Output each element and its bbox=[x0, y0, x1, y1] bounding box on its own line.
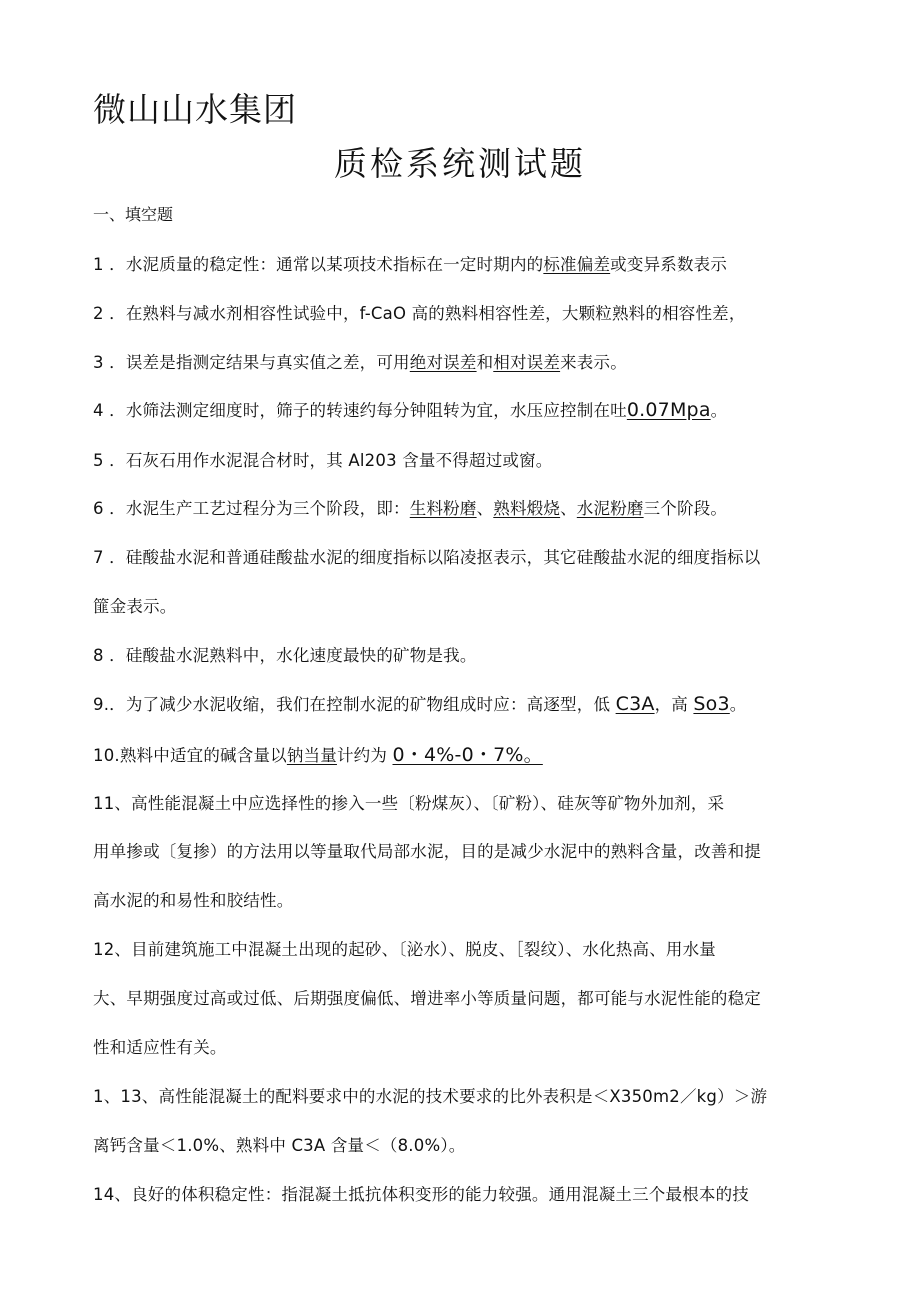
question-text: 或变异系数表示 bbox=[610, 255, 728, 274]
question-number: 2 bbox=[93, 304, 104, 323]
answer-blank: 熟料煅烧 bbox=[493, 499, 561, 518]
answer-blank: 0.07Mpa bbox=[626, 399, 711, 421]
question-13 bbox=[93, 1083, 833, 1107]
question-text: 离钙含量＜1.0%、熟料中 C3A 含量＜（8.0%）。 bbox=[93, 1136, 466, 1155]
question-10 bbox=[93, 740, 833, 767]
question-text: 。 bbox=[729, 695, 747, 714]
question-text: ．硅酸盐水泥和普通硅酸盐水泥的细度指标以陷凌抠表示，其它硅酸盐水泥的细度指标以 bbox=[109, 548, 761, 567]
question-text: 来表示。 bbox=[560, 353, 627, 372]
question-12 bbox=[93, 936, 833, 960]
page-title: 质检系统测试题 bbox=[334, 144, 586, 183]
question-5 bbox=[93, 447, 833, 471]
question-11 bbox=[93, 790, 833, 814]
question-text: 熟料中适宜的碱含量以 bbox=[119, 746, 287, 765]
question-text: ．为了减少水泥收缩，我们在控制水泥的矿物组成时应：高逐型，低 bbox=[109, 695, 616, 714]
section-heading: 一、填空题 bbox=[93, 205, 174, 224]
answer-blank: 标准偏差 bbox=[543, 255, 611, 274]
question-text: 三个阶段。 bbox=[643, 499, 728, 518]
answer-blank: 绝对误差 bbox=[409, 353, 477, 372]
question-6 bbox=[93, 495, 833, 519]
answer-blank: 0・4%-0・7%。 bbox=[392, 744, 543, 766]
question-2 bbox=[93, 300, 833, 324]
question-4 bbox=[93, 397, 833, 421]
question-13-continued bbox=[93, 1132, 833, 1156]
question-number: 7 bbox=[93, 548, 104, 567]
question-text: ．水泥生产工艺过程分为三个阶段，即： bbox=[109, 499, 410, 518]
question-text: ．水筛法测定细度时，筛子的转速约每分钟阻转为宜，水压应控制在吐 bbox=[109, 401, 627, 420]
question-text: 11、高性能混凝土中应选择性的掺入一些〔粉煤灰）、〔矿粉）、硅灰等矿物外加剂，采 bbox=[93, 794, 725, 813]
question-number: 10. bbox=[93, 746, 120, 765]
answer-blank: 钠当量 bbox=[286, 746, 337, 765]
company-name: 微山山水集团 bbox=[93, 90, 297, 129]
question-number: 5 bbox=[93, 451, 104, 470]
question-3 bbox=[93, 349, 833, 373]
question-number: 6 bbox=[93, 499, 104, 518]
question-text: 大、早期强度过高或过低、后期强度偏低、增进率小等质量问题，都可能与水泥性能的稳定 bbox=[93, 989, 761, 1008]
question-8 bbox=[93, 642, 833, 666]
answer-blank: So3 bbox=[693, 693, 730, 715]
question-text: ．水泥质量的稳定性：通常以某项技术指标在一定时期内的 bbox=[109, 255, 544, 274]
answer-blank: 相对误差 bbox=[493, 353, 561, 372]
question-11-continued bbox=[93, 887, 833, 911]
question-text: 性和适应性有关。 bbox=[93, 1038, 227, 1057]
question-text: 1、13、高性能混凝土的配料要求中的水泥的技术要求的比外表积是＜X350m2／kg）＞游 bbox=[93, 1087, 768, 1106]
question-text: 。 bbox=[710, 401, 728, 420]
question-text: ，高 bbox=[654, 695, 694, 714]
question-text: 高水泥的和易性和胶结性。 bbox=[93, 891, 294, 910]
question-text: 12、目前建筑施工中混凝土出现的起砂、〔泌水）、脱皮、［裂纹）、水化热高、用水量 bbox=[93, 940, 716, 959]
question-14 bbox=[93, 1181, 833, 1205]
question-text: 篚金表示。 bbox=[93, 597, 177, 616]
question-number: 8 bbox=[93, 646, 104, 665]
question-number: 4 bbox=[93, 401, 104, 420]
question-number: 1 bbox=[93, 255, 104, 274]
question-text: ．在熟料与减水剂相容性试验中，f-CaO 高的熟料相容性差，大颗粒熟料的相容性差， bbox=[109, 304, 746, 323]
question-12-continued bbox=[93, 1034, 833, 1058]
question-7 bbox=[93, 544, 833, 568]
question-7-continued bbox=[93, 593, 833, 617]
question-11-continued bbox=[93, 838, 833, 862]
question-text: ．误差是指测定结果与真实值之差，可用 bbox=[109, 353, 410, 372]
question-1 bbox=[93, 251, 833, 275]
question-12-continued bbox=[93, 985, 833, 1009]
question-text: 14、良好的体积稳定性：指混凝土抵抗体积变形的能力较强。通用混凝土三个最根本的技 bbox=[93, 1185, 749, 1204]
question-text: 用单掺或〔复掺）的方法用以等量取代局部水泥，目的是减少水泥中的熟料含量，改善和提 bbox=[93, 842, 761, 861]
question-text: 计约为 bbox=[336, 746, 393, 765]
answer-blank: 水泥粉磨 bbox=[576, 499, 644, 518]
question-number: 9. bbox=[93, 695, 110, 714]
question-9 bbox=[93, 691, 833, 715]
question-text: 、 bbox=[560, 499, 577, 518]
question-text: ．石灰石用作水泥混合材时，其 Al203 含量不得超过或窗。 bbox=[109, 451, 553, 470]
question-text: ．硅酸盐水泥熟料中，水化速度最快的矿物是我。 bbox=[109, 646, 477, 665]
answer-blank: C3A bbox=[615, 693, 655, 715]
answer-blank: 生料粉磨 bbox=[409, 499, 477, 518]
question-number: 3 bbox=[93, 353, 104, 372]
question-text: 、 bbox=[476, 499, 494, 518]
question-text: 和 bbox=[476, 353, 494, 372]
